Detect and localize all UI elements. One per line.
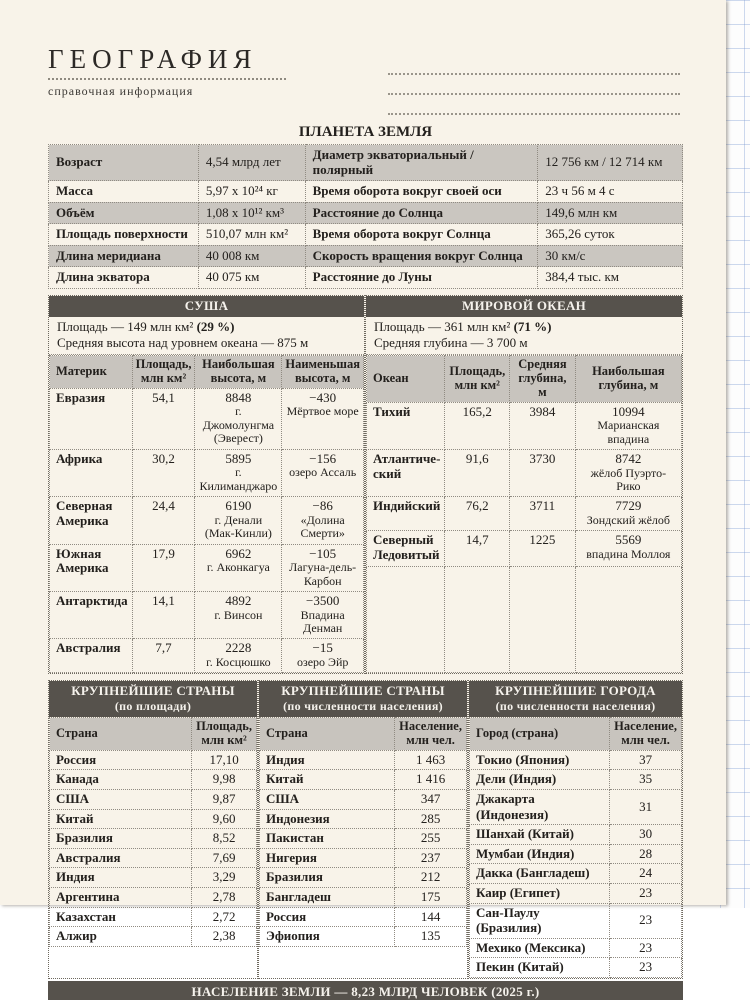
low-value: −430 bbox=[309, 389, 337, 405]
rank-value-cell: 144 bbox=[395, 907, 467, 927]
planet-label-cell: Скорость вращения вокруг Солнца bbox=[305, 245, 538, 267]
rank-value-cell: 2,78 bbox=[192, 888, 257, 908]
planet-value-cell: 149,6 млн км bbox=[538, 202, 683, 224]
ocean-info-line2: Средняя глубина — 3 700 м bbox=[374, 335, 528, 351]
table-row bbox=[260, 888, 467, 908]
low-note: «Долина Смерти» bbox=[300, 512, 345, 541]
ocean-avg-depth-cell: 3730 bbox=[510, 450, 576, 497]
land-row bbox=[50, 449, 364, 496]
depth-value: 10994 bbox=[612, 403, 645, 419]
planet-label-cell: Длина экватора bbox=[49, 267, 199, 289]
rank-value-cell: 3,29 bbox=[192, 868, 257, 888]
table-row bbox=[50, 907, 257, 927]
countries-area-grid bbox=[49, 717, 257, 946]
ocean-info-line1 bbox=[374, 319, 674, 335]
rank-name-cell: Бразилия bbox=[50, 829, 192, 849]
continent-name-cell: Южная Америка bbox=[50, 544, 133, 591]
column-header-row bbox=[260, 718, 467, 751]
countries-area-subtitle: (по площади) bbox=[114, 699, 192, 714]
table-row bbox=[470, 750, 682, 770]
table-row bbox=[260, 848, 467, 868]
rank-value-cell: 285 bbox=[395, 809, 467, 829]
continent-high-cell bbox=[195, 388, 282, 449]
rank-value-cell: 1 416 bbox=[395, 770, 467, 790]
ocean-max-depth-cell bbox=[575, 450, 681, 497]
column-header: Площадь, млн км² bbox=[445, 356, 510, 402]
ocean-info bbox=[366, 317, 682, 356]
continent-area-cell: 54,1 bbox=[132, 388, 195, 449]
continent-high-cell bbox=[195, 544, 282, 591]
rank-value-cell: 31 bbox=[610, 790, 682, 825]
countries-pop-band bbox=[259, 681, 467, 717]
countries-by-area-table bbox=[48, 680, 258, 979]
planet-label-cell: Время оборота вокруг своей оси bbox=[305, 181, 538, 203]
table-row bbox=[470, 884, 682, 904]
table-row bbox=[470, 903, 682, 938]
rank-name-cell: Индия bbox=[260, 750, 395, 770]
continent-low-cell bbox=[282, 449, 364, 496]
rank-name-cell: Канада bbox=[50, 770, 192, 790]
ocean-row bbox=[367, 450, 682, 497]
land-section bbox=[48, 295, 365, 675]
table-row bbox=[260, 790, 467, 810]
rank-name-cell: Россия bbox=[50, 750, 192, 770]
rank-name-cell: Нигерия bbox=[260, 848, 395, 868]
rank-value-cell: 2,72 bbox=[192, 907, 257, 927]
planet-row bbox=[49, 181, 683, 203]
rank-value-cell: 23 bbox=[610, 884, 682, 904]
rank-name-cell: Индонезия bbox=[260, 809, 395, 829]
rank-value-cell: 9,98 bbox=[192, 770, 257, 790]
column-header: Население, млн чел. bbox=[395, 718, 467, 751]
ocean-area-cell: 14,7 bbox=[445, 531, 510, 566]
rank-name-cell: Джакарта (Индонезия) bbox=[470, 790, 610, 825]
ocean-area-cell: 165,2 bbox=[445, 402, 510, 449]
ocean-name-cell: Тихий bbox=[367, 402, 445, 449]
land-row bbox=[50, 591, 364, 638]
rank-value-cell: 212 bbox=[395, 868, 467, 888]
low-value: −15 bbox=[312, 640, 333, 656]
column-header: Площадь, млн км² bbox=[132, 356, 195, 389]
column-header-row bbox=[367, 356, 682, 402]
title-underline bbox=[48, 78, 286, 80]
ocean-table bbox=[366, 355, 682, 673]
table-row bbox=[50, 790, 257, 810]
ocean-max-depth-cell bbox=[575, 402, 681, 449]
continent-name-cell: Евразия bbox=[50, 388, 133, 449]
ocean-avg-depth-cell: 1225 bbox=[510, 531, 576, 566]
rank-name-cell: Мехико (Мексика) bbox=[470, 938, 610, 958]
column-header: Наименьшая высота, м bbox=[282, 356, 364, 389]
rank-name-cell: Пекин (Китай) bbox=[470, 958, 610, 978]
rank-value-cell: 347 bbox=[395, 790, 467, 810]
planet-table bbox=[48, 144, 683, 289]
cities-grid bbox=[469, 717, 682, 978]
table-row bbox=[470, 958, 682, 978]
planet-value-cell: 30 км/с bbox=[538, 245, 683, 267]
ocean-max-depth-cell bbox=[575, 497, 681, 531]
empty-cell bbox=[367, 566, 445, 673]
cities-by-population-table bbox=[468, 680, 683, 979]
rank-name-cell: Казахстан bbox=[50, 907, 192, 927]
writing-lines bbox=[388, 56, 680, 116]
planet-value-cell: 5,97 x 10²⁴ кг bbox=[198, 181, 305, 203]
rank-name-cell: США bbox=[260, 790, 395, 810]
ocean-filler-row bbox=[367, 566, 682, 673]
table-row bbox=[50, 829, 257, 849]
table-row bbox=[50, 770, 257, 790]
countries-pop-title: КРУПНЕЙШИЕ СТРАНЫ bbox=[281, 683, 445, 699]
planet-value-cell: 4,54 млрд лет bbox=[198, 145, 305, 181]
column-header-row bbox=[50, 356, 364, 389]
table-row bbox=[50, 888, 257, 908]
rankings-section bbox=[48, 680, 683, 979]
rank-value-cell: 24 bbox=[610, 864, 682, 884]
continent-low-cell bbox=[282, 544, 364, 591]
rank-value-cell: 23 bbox=[610, 958, 682, 978]
page-header bbox=[48, 46, 683, 114]
depth-note: Зондский жёлоб bbox=[586, 512, 670, 527]
table-row bbox=[470, 825, 682, 845]
land-area-text: Площадь — 149 млн км² bbox=[57, 318, 194, 334]
land-ocean-section bbox=[48, 295, 683, 675]
continent-low-cell bbox=[282, 497, 364, 544]
continent-name-cell: Австралия bbox=[50, 639, 133, 673]
rank-value-cell: 35 bbox=[610, 770, 682, 790]
low-note: Мёртвое море bbox=[286, 404, 359, 419]
ocean-area-cell: 91,6 bbox=[445, 450, 510, 497]
ocean-area-cell: 76,2 bbox=[445, 497, 510, 531]
planet-value-cell: 384,4 тыс. км bbox=[538, 267, 683, 289]
rank-name-cell: Бразилия bbox=[260, 868, 395, 888]
table-row bbox=[260, 809, 467, 829]
planet-value-cell: 1,08 x 10¹² км³ bbox=[198, 202, 305, 224]
ocean-max-depth-cell bbox=[575, 531, 681, 566]
continent-high-cell bbox=[195, 591, 282, 638]
ocean-section bbox=[365, 295, 683, 675]
land-area-percent: (29 %) bbox=[196, 318, 235, 334]
rank-name-cell: Эфиопия bbox=[260, 927, 395, 947]
planet-label-cell: Масса bbox=[49, 181, 199, 203]
rank-name-cell: Аргентина bbox=[50, 888, 192, 908]
land-info bbox=[49, 317, 364, 356]
cities-band bbox=[469, 681, 682, 717]
table-row bbox=[260, 868, 467, 888]
page-title: ГЕОГРАФИЯ bbox=[48, 44, 258, 74]
rank-value-cell: 175 bbox=[395, 888, 467, 908]
continent-area-cell: 14,1 bbox=[132, 591, 195, 638]
planet-label-cell: Объём bbox=[49, 202, 199, 224]
land-row bbox=[50, 639, 364, 673]
population-footer: НАСЕЛЕНИЕ ЗЕМЛИ — 8,23 МЛРД ЧЕЛОВЕК (2025 г.) bbox=[48, 981, 683, 1000]
rank-value-cell: 7,69 bbox=[192, 848, 257, 868]
low-note: Лагуна-дель-Карбон bbox=[289, 560, 357, 588]
rank-name-cell: Китай bbox=[260, 770, 395, 790]
ocean-name-cell: Атлантиче-ский bbox=[367, 450, 445, 497]
countries-area-title: КРУПНЕЙШИЕ СТРАНЫ bbox=[71, 683, 235, 699]
table-row bbox=[470, 938, 682, 958]
ocean-name-cell: Индийский bbox=[367, 497, 445, 531]
rank-value-cell: 8,52 bbox=[192, 829, 257, 849]
countries-pop-subtitle: (по численности населения) bbox=[283, 699, 443, 714]
continent-low-cell bbox=[282, 388, 364, 449]
cities-subtitle: (по численности населения) bbox=[495, 699, 656, 714]
ocean-area-text: Площадь — 361 млн км² bbox=[374, 318, 511, 334]
high-value: 8848 bbox=[225, 389, 252, 405]
continent-high-cell bbox=[195, 639, 282, 673]
high-note: г. Винсон bbox=[214, 607, 263, 622]
column-header: Город (страна) bbox=[470, 718, 610, 751]
depth-value: 7729 bbox=[615, 498, 642, 514]
planet-value-cell: 12 756 км / 12 714 км bbox=[538, 145, 683, 181]
rank-name-cell: Шанхай (Китай) bbox=[470, 825, 610, 845]
table-row bbox=[470, 844, 682, 864]
continent-high-cell bbox=[195, 449, 282, 496]
land-row bbox=[50, 388, 364, 449]
planet-label-cell: Возраст bbox=[49, 145, 199, 181]
empty-cell bbox=[445, 566, 510, 673]
low-value: −105 bbox=[309, 545, 337, 561]
table-row bbox=[50, 809, 257, 829]
rank-name-cell: Сан-Паулу (Бразилия) bbox=[470, 903, 610, 938]
continent-low-cell bbox=[282, 639, 364, 673]
rank-value-cell: 9,87 bbox=[192, 790, 257, 810]
rank-value-cell: 37 bbox=[610, 750, 682, 770]
low-value: −156 bbox=[309, 450, 337, 466]
depth-note: Марианская впадина bbox=[597, 418, 660, 446]
page-subtitle: справочная информация bbox=[48, 84, 194, 98]
column-header: Население, млн чел. bbox=[610, 718, 682, 751]
rank-value-cell: 237 bbox=[395, 848, 467, 868]
continent-name-cell: Антарктида bbox=[50, 591, 133, 638]
rank-name-cell: Алжир bbox=[50, 927, 192, 947]
continent-area-cell: 17,9 bbox=[132, 544, 195, 591]
low-note: Впадина Денман bbox=[300, 607, 345, 635]
land-band-title: СУША bbox=[49, 296, 364, 317]
continent-area-cell: 24,4 bbox=[132, 497, 195, 544]
column-header-row bbox=[50, 718, 257, 751]
table-row bbox=[50, 927, 257, 947]
depth-value: 8742 bbox=[615, 451, 642, 466]
high-value: 4892 bbox=[225, 592, 252, 608]
countries-area-band bbox=[49, 681, 257, 717]
writing-line bbox=[388, 76, 680, 95]
rank-name-cell: Китай bbox=[50, 809, 192, 829]
rank-name-cell: Мумбаи (Индия) bbox=[470, 844, 610, 864]
land-info-line1 bbox=[57, 319, 356, 335]
table-row bbox=[50, 848, 257, 868]
rank-value-cell: 9,60 bbox=[192, 809, 257, 829]
rank-value-cell: 23 bbox=[610, 903, 682, 938]
table-row bbox=[260, 829, 467, 849]
high-note: г. Джомолунгма (Эверест) bbox=[202, 404, 275, 446]
continent-area-cell: 30,2 bbox=[132, 449, 195, 496]
planet-label-cell: Расстояние до Луны bbox=[305, 267, 538, 289]
planet-row bbox=[49, 145, 683, 181]
planet-value-cell: 365,26 суток bbox=[538, 224, 683, 246]
planet-label-cell: Площадь поверхности bbox=[49, 224, 199, 246]
planet-label-cell: Диаметр экваториальный / полярный bbox=[305, 145, 538, 181]
writing-line bbox=[388, 96, 680, 115]
ocean-avg-depth-cell: 3984 bbox=[510, 402, 576, 449]
rank-name-cell: Австралия bbox=[50, 848, 192, 868]
rank-value-cell: 255 bbox=[395, 829, 467, 849]
table-row bbox=[260, 750, 467, 770]
rank-value-cell: 135 bbox=[395, 927, 467, 947]
planet-table-body bbox=[49, 145, 683, 289]
column-header: Океан bbox=[367, 356, 445, 402]
empty-cell bbox=[510, 566, 576, 673]
ocean-row bbox=[367, 402, 682, 449]
table-row bbox=[260, 907, 467, 927]
cities-title: КРУПНЕЙШИЕ ГОРОДА bbox=[495, 683, 656, 699]
land-row bbox=[50, 544, 364, 591]
continent-area-cell: 7,7 bbox=[132, 639, 195, 673]
table-row bbox=[50, 868, 257, 888]
low-note: озеро Ассаль bbox=[289, 465, 357, 480]
land-row bbox=[50, 497, 364, 544]
high-note: г. Аконкагуа bbox=[206, 560, 270, 575]
high-note: г. Косцюшко bbox=[206, 654, 271, 669]
high-note: г. Денали (Мак-Кинли) bbox=[204, 512, 272, 541]
low-value: −86 bbox=[312, 498, 333, 514]
rank-name-cell: Токио (Япония) bbox=[470, 750, 610, 770]
depth-value: 5569 bbox=[615, 532, 642, 548]
ocean-band-title: МИРОВОЙ ОКЕАН bbox=[366, 296, 682, 317]
rank-value-cell: 2,38 bbox=[192, 927, 257, 947]
high-value: 6190 bbox=[225, 498, 252, 514]
rank-value-cell: 1 463 bbox=[395, 750, 467, 770]
rank-name-cell: Россия bbox=[260, 907, 395, 927]
rank-name-cell: США bbox=[50, 790, 192, 810]
ocean-avg-depth-cell: 3711 bbox=[510, 497, 576, 531]
table-row bbox=[470, 864, 682, 884]
planet-row bbox=[49, 267, 683, 289]
column-header: Наибольшая глубина, м bbox=[575, 356, 681, 402]
empty-cell bbox=[575, 566, 681, 673]
planet-label-cell: Время оборота вокруг Солнца bbox=[305, 224, 538, 246]
planet-section-title: ПЛАНЕТА ЗЕМЛЯ bbox=[298, 124, 433, 140]
rank-value-cell: 17,10 bbox=[192, 750, 257, 770]
table-row bbox=[260, 770, 467, 790]
column-header: Наибольшая высота, м bbox=[195, 356, 282, 389]
planet-value-cell: 40 075 км bbox=[198, 267, 305, 289]
rank-value-cell: 30 bbox=[610, 825, 682, 845]
high-value: 5895 bbox=[225, 450, 252, 466]
ocean-area-percent: (71 %) bbox=[513, 318, 552, 334]
table-row bbox=[470, 790, 682, 825]
table-row bbox=[50, 750, 257, 770]
planet-value-cell: 510,07 млн км² bbox=[198, 224, 305, 246]
land-info-line2: Средняя высота над уровнем океана — 875 м bbox=[57, 335, 309, 351]
ocean-row bbox=[367, 531, 682, 566]
continent-name-cell: Северная Америка bbox=[50, 497, 133, 544]
continent-high-cell bbox=[195, 497, 282, 544]
writing-line bbox=[388, 56, 680, 75]
countries-by-population-table bbox=[258, 680, 468, 979]
rank-name-cell: Каир (Египет) bbox=[470, 884, 610, 904]
column-header: Средняя глубина, м bbox=[510, 356, 576, 402]
rank-name-cell: Дели (Индия) bbox=[470, 770, 610, 790]
column-header: Площадь, млн км² bbox=[192, 718, 257, 751]
land-table bbox=[49, 355, 364, 673]
table-row bbox=[470, 770, 682, 790]
column-header: Материк bbox=[50, 356, 133, 389]
column-header: Страна bbox=[50, 718, 192, 751]
table-row bbox=[260, 927, 467, 947]
continent-name-cell: Африка bbox=[50, 449, 133, 496]
rank-name-cell: Пакистан bbox=[260, 829, 395, 849]
rank-value-cell: 23 bbox=[610, 938, 682, 958]
high-value: 2228 bbox=[225, 640, 252, 656]
low-note: озеро Эйр bbox=[296, 654, 349, 669]
planet-value-cell: 40 008 км bbox=[198, 245, 305, 267]
rank-name-cell: Индия bbox=[50, 868, 192, 888]
ocean-name-cell: Северный Ледовитый bbox=[367, 531, 445, 566]
planet-label-cell: Расстояние до Солнца bbox=[305, 202, 538, 224]
rank-value-cell: 28 bbox=[610, 844, 682, 864]
planet-row bbox=[49, 245, 683, 267]
rank-name-cell: Дакка (Бангладеш) bbox=[470, 864, 610, 884]
column-header-row bbox=[470, 718, 682, 751]
rank-name-cell: Бангладеш bbox=[260, 888, 395, 908]
high-note: г. Килиманджаро bbox=[199, 465, 278, 493]
high-value: 6962 bbox=[225, 545, 252, 561]
countries-pop-grid bbox=[259, 717, 467, 946]
depth-note: впадина Моллоя bbox=[586, 546, 671, 561]
depth-note: жёлоб Пуэрто-Рико bbox=[590, 465, 667, 493]
continent-low-cell bbox=[282, 591, 364, 638]
planet-label-cell: Длина меридиана bbox=[49, 245, 199, 267]
column-header: Страна bbox=[260, 718, 395, 751]
ocean-row bbox=[367, 497, 682, 531]
planet-row bbox=[49, 224, 683, 246]
low-value: −3500 bbox=[305, 592, 340, 608]
planet-value-cell: 23 ч 56 м 4 с bbox=[538, 181, 683, 203]
planet-row bbox=[49, 202, 683, 224]
